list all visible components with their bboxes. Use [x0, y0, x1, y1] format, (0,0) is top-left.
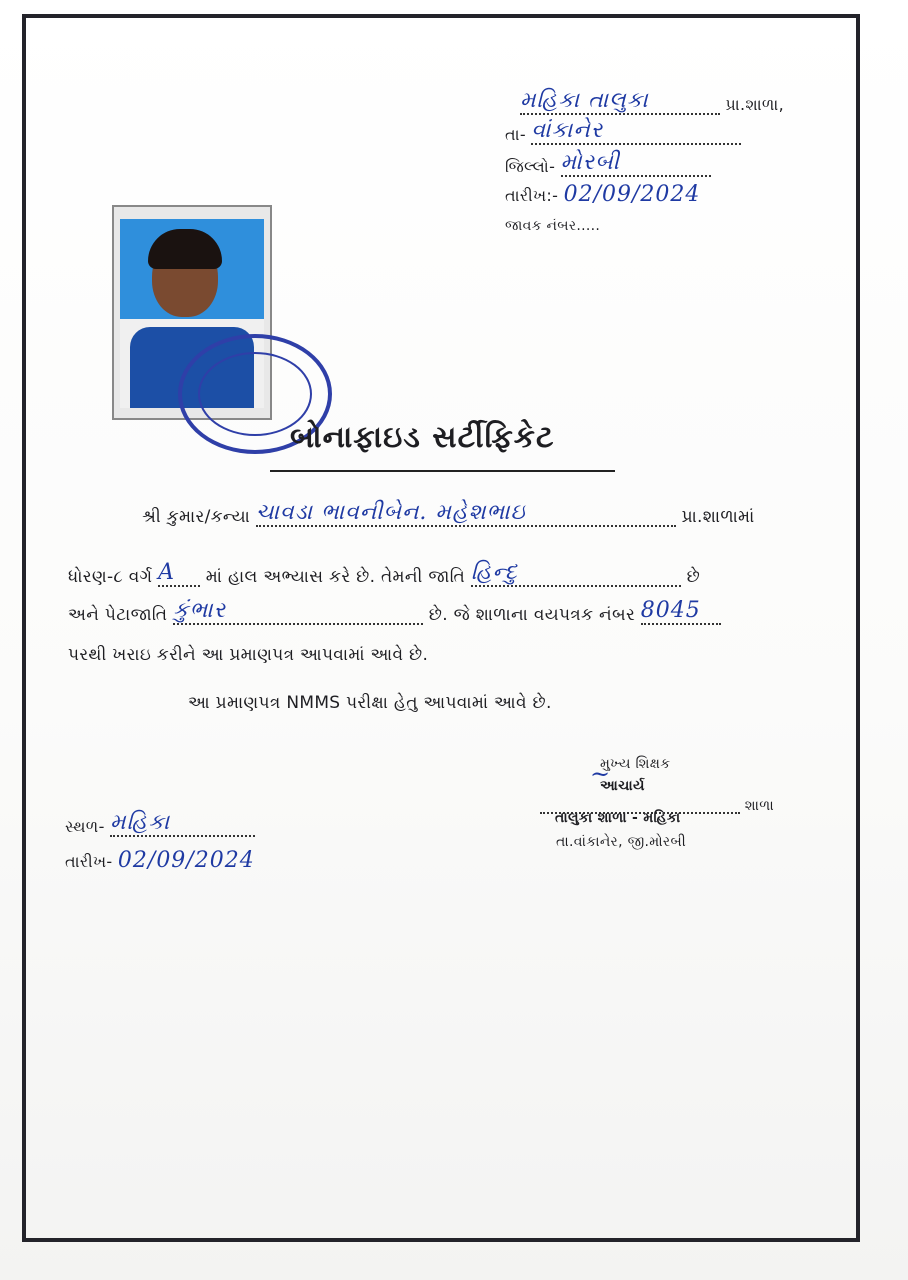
- body-line-3: [68, 598, 721, 625]
- district-value: મોરબી: [560, 150, 620, 175]
- taluka-line: [505, 118, 741, 145]
- place-line: [65, 810, 255, 837]
- taluka-value: વાંકાનેર: [531, 118, 604, 143]
- school-line: [520, 88, 784, 115]
- footer-date-line: [65, 848, 255, 873]
- line1-prefix: શ્રી કુમાર/કન્યા: [142, 507, 251, 527]
- sign-title-1: મુખ્ય શિક્ષક: [600, 756, 671, 772]
- outward-number: જાવક નંબર.....: [505, 218, 601, 234]
- body-line-4: પરથી ખરાઇ કરીને આ પ્રમાણપત્ર આપવામાં આવે છે.: [68, 645, 429, 665]
- body-line-2: [68, 560, 700, 587]
- place-value: મહિકા: [110, 810, 171, 835]
- line2-middle: માં હાલ અભ્યાસ કરે છે. તેમની જાતિ: [205, 567, 466, 587]
- body-line-5: આ પ્રમાણપત્ર NMMS પરીક્ષા હેતુ આપવામાં આવે છે.: [188, 693, 552, 713]
- body-line-1: [142, 500, 755, 527]
- taluka-label: તા-: [505, 125, 526, 144]
- school-name: મહિકા તાલુકા: [520, 88, 649, 113]
- header-date-line: [505, 182, 700, 207]
- place-label: સ્થળ-: [65, 817, 105, 836]
- line3-middle: છે. જે શાળાના વયપત્રક નંબર: [428, 605, 636, 625]
- line1-suffix: પ્રા.શાળામાં: [681, 507, 755, 527]
- footer-date-label: તારીખ-: [65, 852, 113, 871]
- division: A: [158, 560, 175, 585]
- line3-prefix: અને પેટાજાતિ: [68, 605, 168, 625]
- line2-suffix: છે: [686, 567, 701, 587]
- footer-date-value: 02/09/2024: [117, 848, 255, 873]
- signature-scribble: ~: [590, 760, 611, 788]
- sign-address: તા.વાંકાનેર, જી.મોરબી: [556, 834, 687, 850]
- sign-suffix: શાળા: [744, 798, 774, 814]
- page-border: [22, 14, 860, 1242]
- title-underline: [270, 470, 615, 472]
- district-line: [505, 150, 711, 177]
- district-label: જિલ્લો-: [505, 157, 556, 176]
- line2-prefix: ધોરણ-૮ વર્ગ: [68, 567, 153, 587]
- header-date-value: 02/09/2024: [563, 182, 701, 207]
- subcaste: કુંભાર: [173, 598, 226, 623]
- register-number: 8045: [640, 598, 701, 623]
- student-name: ચાવડા ભાવનીબેન. મહેશભાઇ: [255, 500, 526, 525]
- header-date-label: તારીખ:-: [505, 186, 559, 205]
- certificate-title: બોનાફાઇડ સર્ટીફિકેટ: [290, 420, 555, 455]
- caste: હિન્દુ: [470, 560, 518, 585]
- sign-school: તાલુકા શાળા - મહિકા: [555, 810, 681, 826]
- sign-title-2: આચાર્ય: [600, 778, 645, 794]
- school-suffix: પ્રા.શાળા,: [725, 95, 785, 114]
